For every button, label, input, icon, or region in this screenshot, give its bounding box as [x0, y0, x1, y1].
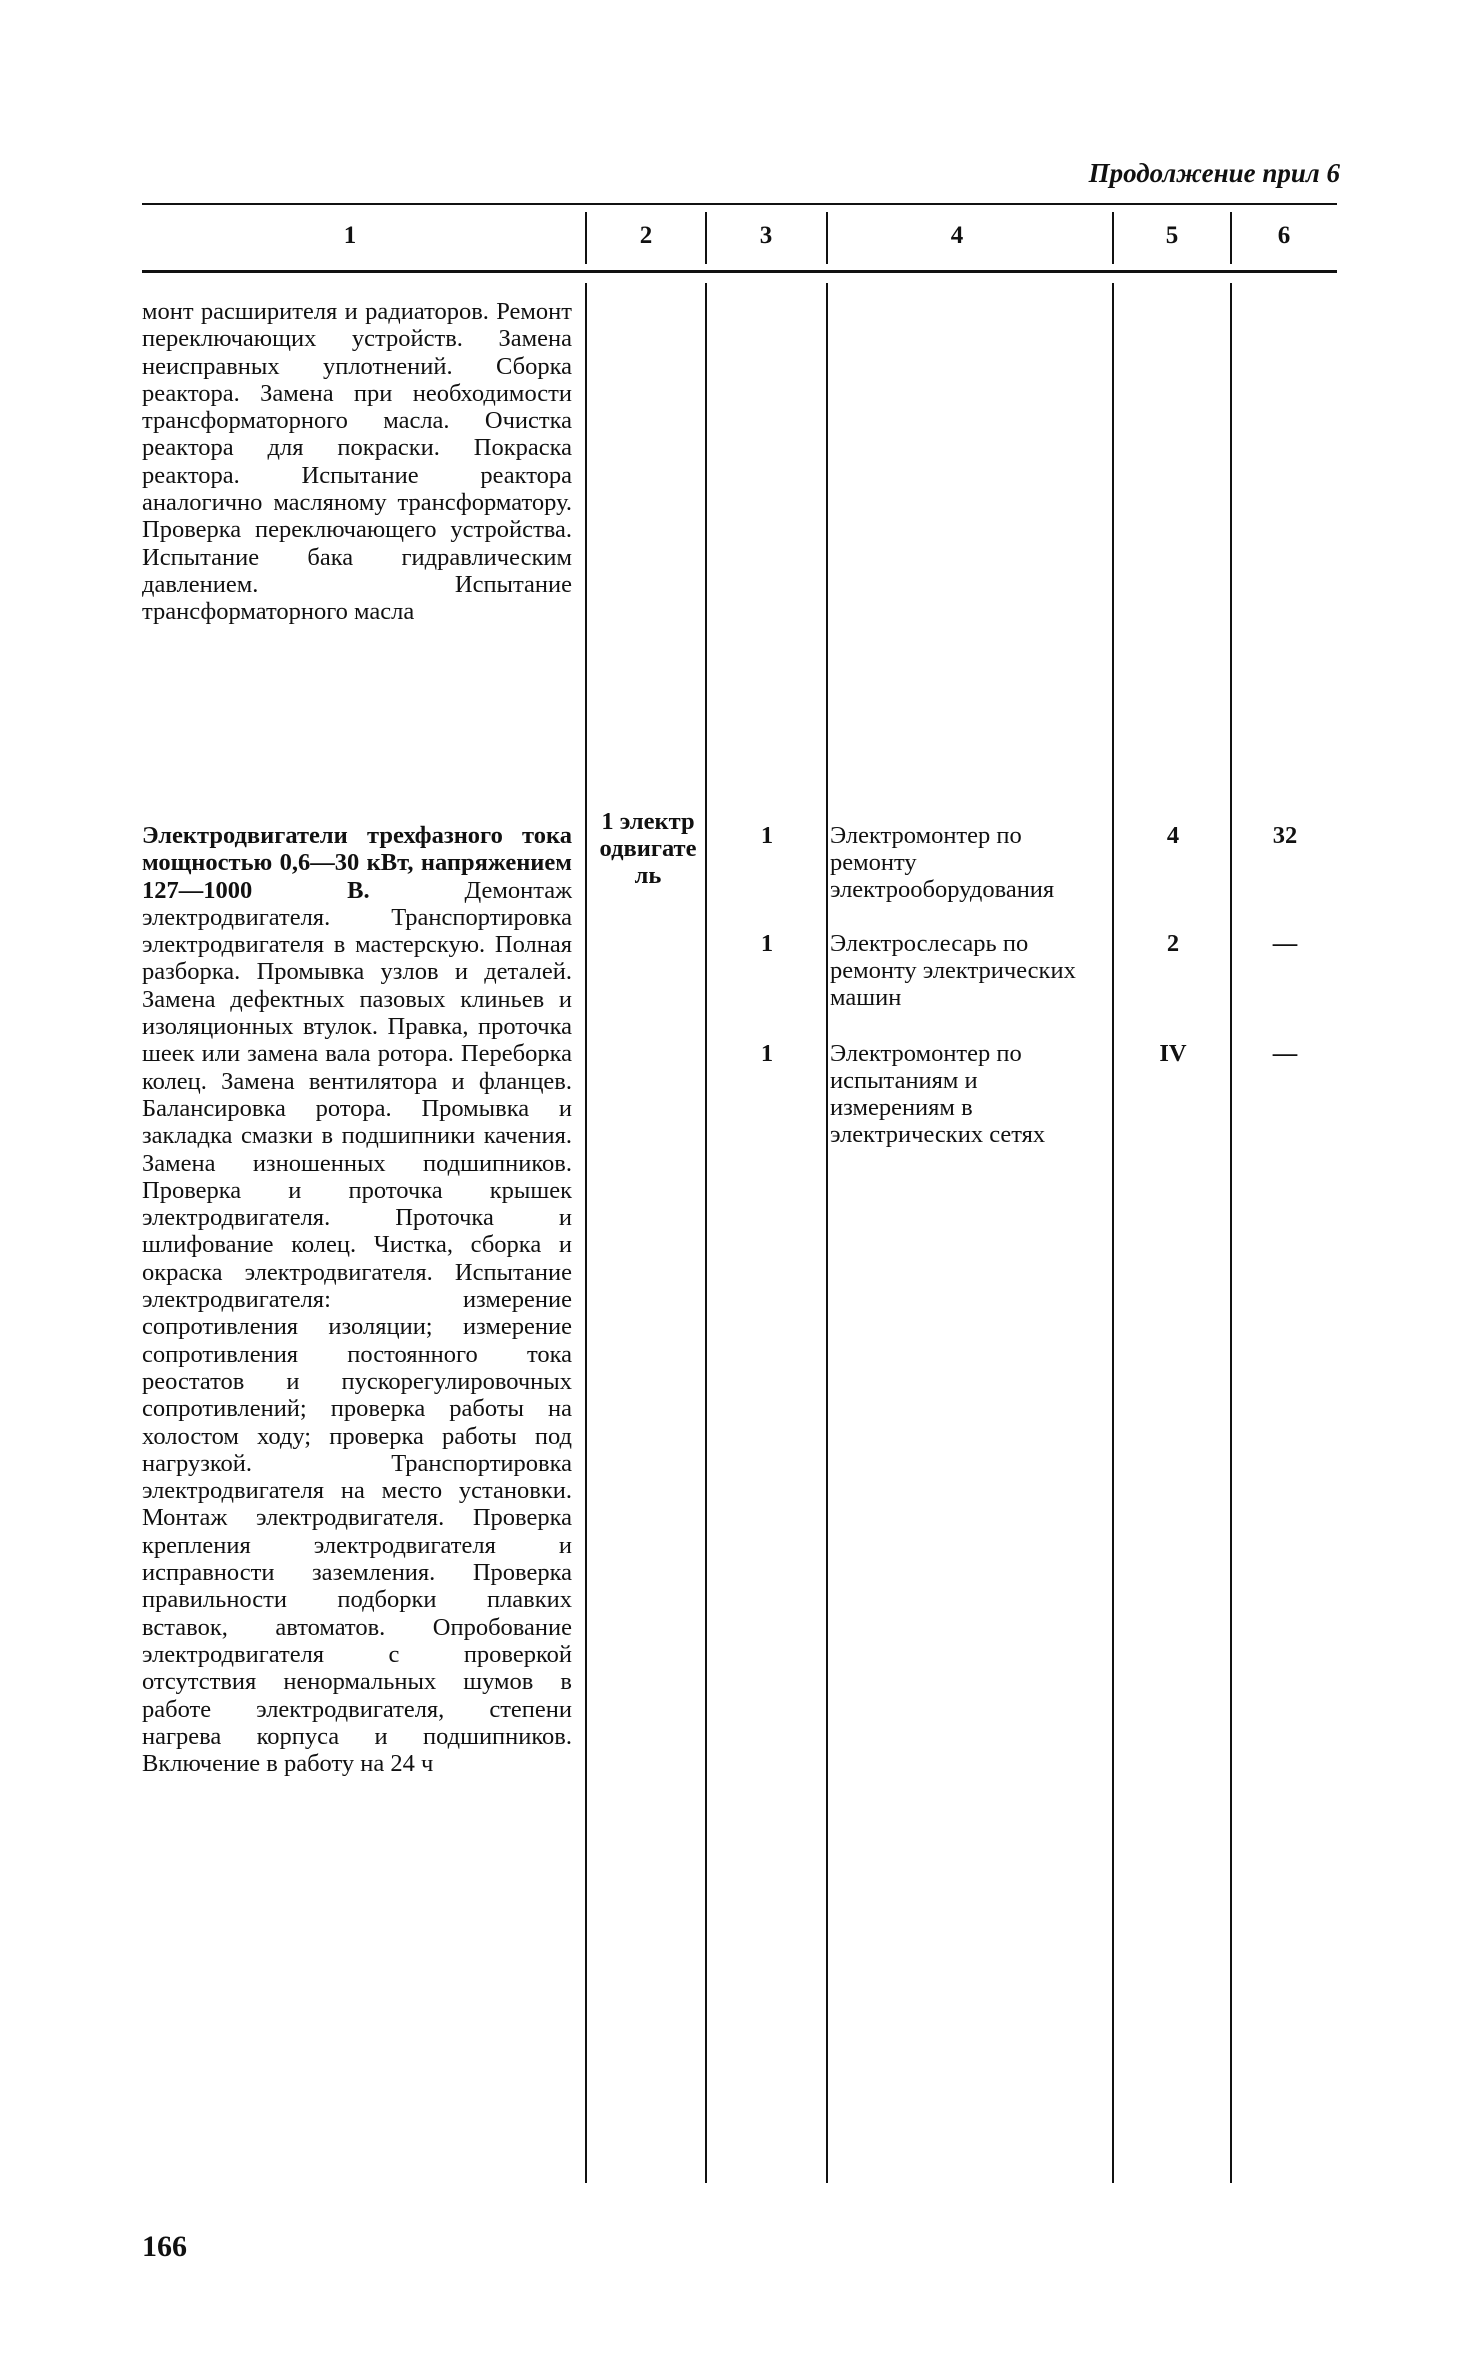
column-header-3: 3 [759, 222, 773, 249]
column-header-6: 6 [1277, 222, 1291, 249]
entry3-quantity: 1 [760, 1040, 774, 1067]
header-separator-3 [826, 212, 828, 264]
body-separator-4 [1112, 283, 1114, 2183]
table-header-rule [142, 270, 1337, 273]
entry1-hours: 32 [1272, 822, 1298, 849]
row2-object-title: Электродвигатели трехфазного тока мощностью 0,6—30 кВт, напряжением 127—1000 В. [142, 822, 572, 904]
entry1-grade: 4 [1166, 822, 1180, 849]
entry3-grade: IV [1159, 1040, 1187, 1067]
body-separator-3 [826, 283, 828, 2183]
entry2-profession: Электрослесарь по ремонту электрических машин [830, 930, 1076, 1011]
body-separator-2 [705, 283, 707, 2183]
entry1-profession: Электромонтер по ремонту электрооборудования [830, 822, 1055, 903]
entry2-quantity: 1 [760, 930, 774, 957]
header-separator-2 [705, 212, 707, 264]
column-header-2: 2 [639, 222, 653, 249]
page-number: 166 [142, 2230, 187, 2263]
column-header-5: 5 [1165, 222, 1179, 249]
continuation-title: Продолжение прил 6 [1088, 158, 1340, 188]
header-separator-1 [585, 212, 587, 264]
body-separator-1 [585, 283, 587, 2183]
entry3-hours: — [1272, 1040, 1298, 1067]
entry3-profession: Электромонтер по испытаниям и измерениям в электрических сетях [830, 1040, 1046, 1148]
row2-work-list: Демонтаж электродвигателя. Транспортировка электродвигателя в мастерскую. Полная разборка. Промывка узлов и деталей. Замена дефектных пазовых клиньев и изоляционных втулок. Правка, проточка шеек или замена вала ротора. Переборка колец. Замена вентилятора и фланцев. Балансировка ротора. Промывка и закладка смазки в подшипники качения. Замена изношенных подшипников. Проверка и проточка крышек электродвигателя. Проточка и шлифование колец. Чистка, сборка и окраска электродвигателя. Испытание электродвигателя: измерение сопротивления изоляции; измерение сопротивления постоянного тока реостатов и пускорегулировочных сопротивлений; проверка работы на холостом ходу; проверка работы под нагрузкой. Транспортировка электродвигателя на место установки. Монтаж электродвигателя. Проверка крепления электродвигателя и исправности заземления. Проверка правильности подборки плавких вставок, автоматов. Опробование электродвигателя с проверкой отсутствия ненормальных шумов в работе электродвигателя, степени нагрева корпуса и подшипников. Включение в работу на 24 ч [142, 876, 572, 1778]
row2-unit: 1 электродвигатель [599, 808, 697, 889]
entry2-grade: 2 [1166, 930, 1180, 957]
column-header-1: 1 [343, 222, 357, 249]
entry2-hours: — [1272, 930, 1298, 957]
body-separator-5 [1230, 283, 1232, 2183]
row1-work-description: монт расширителя и радиаторов. Ремонт переключающих устройств. Замена неисправных уплотнений. Сборка реактора. Замена при необходимости трансформаторного масла. Очистка реактора для покраски. Покраска реактора. Испытание реактора аналогично масляному трансформатору. Проверка переключающего устройства. Испытание бака гидравлическим давлением. Испытание трансформаторного масла [142, 298, 572, 626]
column-header-4: 4 [950, 222, 964, 249]
header-separator-5 [1230, 212, 1232, 264]
header-separator-4 [1112, 212, 1114, 264]
entry1-quantity: 1 [760, 822, 774, 849]
table-top-rule [142, 203, 1337, 205]
row2-work-description [142, 822, 572, 1777]
